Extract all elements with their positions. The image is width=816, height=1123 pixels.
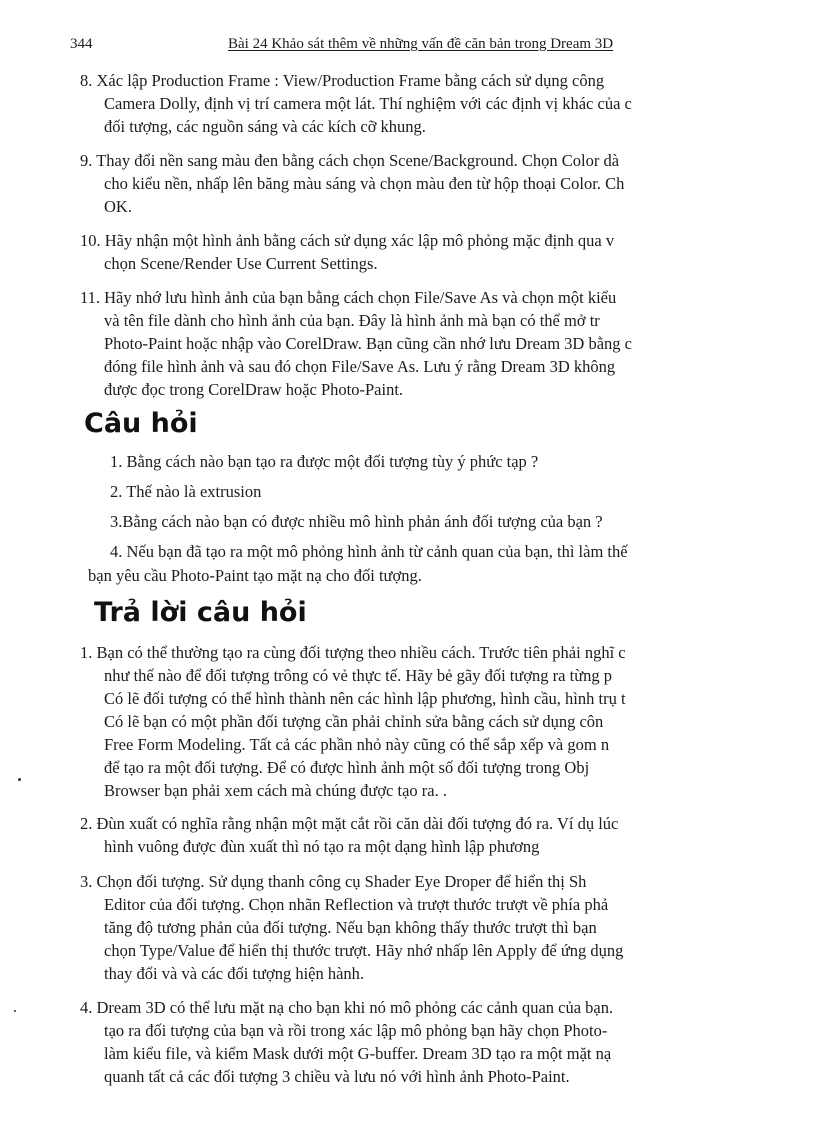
step-10-line-1: 10. Hãy nhận một hình ảnh bằng cách sử dụng xác lập mô phỏng mặc định qua v — [80, 231, 615, 250]
running-title: Bài 24 Khảo sát thêm về những vấn đề căn bản trong Dream 3D — [228, 36, 614, 52]
step-11-line-1: 11. Hãy nhớ lưu hình ảnh của bạn bằng cách chọn File/Save As và chọn một kiểu — [80, 288, 617, 307]
answer-3-line-1: 3. Chọn đối tượng. Sử dụng thanh công cụ Shader Eye Droper để hiển thị Sh — [80, 872, 587, 891]
answer-3-line-4: chọn Type/Value để hiển thị thước trượt. Hãy nhớ nhấp lên Apply để ứng dụng — [104, 941, 624, 960]
questions-heading: Câu hỏi — [84, 408, 198, 439]
step-8-line-2: Camera Dolly, định vị trí camera một lát. Thí nghiệm với các định vị khác của c — [104, 94, 632, 113]
step-11-line-3: Photo-Paint hoặc nhập vào CorelDraw. Bạn cũng cần nhớ lưu Dream 3D bằng c — [104, 334, 632, 353]
step-11-line-4: đóng file hình ảnh và sau đó chọn File/Save As. Lưu ý rằng Dream 3D không — [104, 357, 616, 376]
answer-3-line-5: thay đổi và và các đối tượng hiện hành. — [104, 964, 365, 983]
step-8-line-3: đối tượng, các nguồn sáng và các kích cỡ khung. — [104, 117, 426, 136]
question-4-line-1: 4. Nếu bạn đã tạo ra một mô phỏng hình ảnh từ cảnh quan của bạn, thì làm thế — [110, 542, 628, 561]
answer-1-line-2: như thế nào để đối tượng trông có vẻ thực tế. Hãy bẻ gãy đối tượng ra từng p — [104, 666, 613, 685]
question-1: 1. Bằng cách nào bạn tạo ra được một đối tượng tùy ý phức tạp ? — [110, 452, 539, 471]
question-3: 3.Bằng cách nào bạn có được nhiều mô hình phản ánh đối tượng của bạn ? — [110, 512, 603, 531]
answer-1-line-5: Free Form Modeling. Tất cả các phần nhỏ này cũng có thể sắp xếp và gom n — [104, 735, 610, 754]
answer-1-line-6: để tạo ra một đối tượng. Để có được hình ảnh một số đối tượng trong Obj — [104, 758, 590, 777]
answer-3-line-2: Editor của đối tượng. Chọn nhãn Reflection và trượt thước trượt về phía phả — [104, 895, 609, 914]
answer-1-line-4: Có lẽ bạn có một phần đối tượng cần phải chỉnh sửa bằng cách sử dụng côn — [104, 712, 604, 731]
step-8-line-1: 8. Xác lập Production Frame : View/Production Frame bằng cách sử dụng công — [80, 71, 605, 90]
answer-2-line-1: 2. Đùn xuất có nghĩa rằng nhận một mặt cắt rồi căn dài đối tượng đó ra. Ví dụ lúc — [80, 814, 619, 833]
step-11-line-2: và tên file dành cho hình ảnh của bạn. Đây là hình ảnh mà bạn có thể mở tr — [104, 311, 600, 330]
question-4-line-2: bạn yêu cầu Photo-Paint tạo mặt nạ cho đối tượng. — [88, 566, 422, 585]
step-9-line-3: OK. — [104, 197, 132, 216]
answer-4-line-1: 4. Dream 3D có thể lưu mặt nạ cho bạn khi nó mô phỏng các cảnh quan của bạn. — [80, 998, 614, 1017]
answer-3-line-3: tăng độ tương phản của đối tượng. Nếu bạn không thấy thước trượt thì bạn — [104, 918, 597, 937]
question-2: 2. Thế nào là extrusion — [110, 482, 262, 501]
page-number: 344 — [70, 36, 93, 52]
answer-4-line-3: làm kiểu file, và kiểm Mask dưới một G-buffer. Dream 3D tạo ra một mặt nạ — [104, 1044, 612, 1063]
answer-4-line-2: tạo ra đối tượng của bạn và rồi trong xác lập mô phỏng bạn hãy chọn Photo- — [104, 1021, 608, 1040]
answer-2-line-2: hình vuông được đùn xuất thì nó tạo ra một dạng hình lập phương — [104, 837, 540, 856]
answer-1-line-1: 1. Bạn có thể thường tạo ra cùng đối tượng theo nhiều cách. Trước tiên phải nghĩ c — [80, 643, 626, 662]
page-header — [70, 36, 816, 60]
scan-speck — [14, 1010, 16, 1012]
scan-speck — [18, 778, 21, 781]
step-9-line-2: cho kiểu nền, nhấp lên băng màu sáng và chọn màu đen từ hộp thoại Color. Ch — [104, 174, 625, 193]
answer-4-line-4: quanh tất cả các đối tượng 3 chiều và lưu nó với hình ảnh Photo-Paint. — [104, 1067, 570, 1086]
step-10-line-2: chọn Scene/Render Use Current Settings. — [104, 254, 378, 273]
answers-heading: Trả lời câu hỏi — [94, 597, 307, 628]
answer-1-line-7: Browser bạn phải xem cách mà chúng được tạo ra. . — [104, 781, 447, 800]
answer-1-line-3: Có lẽ đối tượng có thể hình thành nên các hình lập phương, hình cầu, hình trụ t — [104, 689, 626, 708]
step-11-line-5: được đọc trong CorelDraw hoặc Photo-Paint. — [104, 380, 404, 399]
step-9-line-1: 9. Thay đổi nền sang màu đen bằng cách chọn Scene/Background. Chọn Color dà — [80, 151, 620, 170]
